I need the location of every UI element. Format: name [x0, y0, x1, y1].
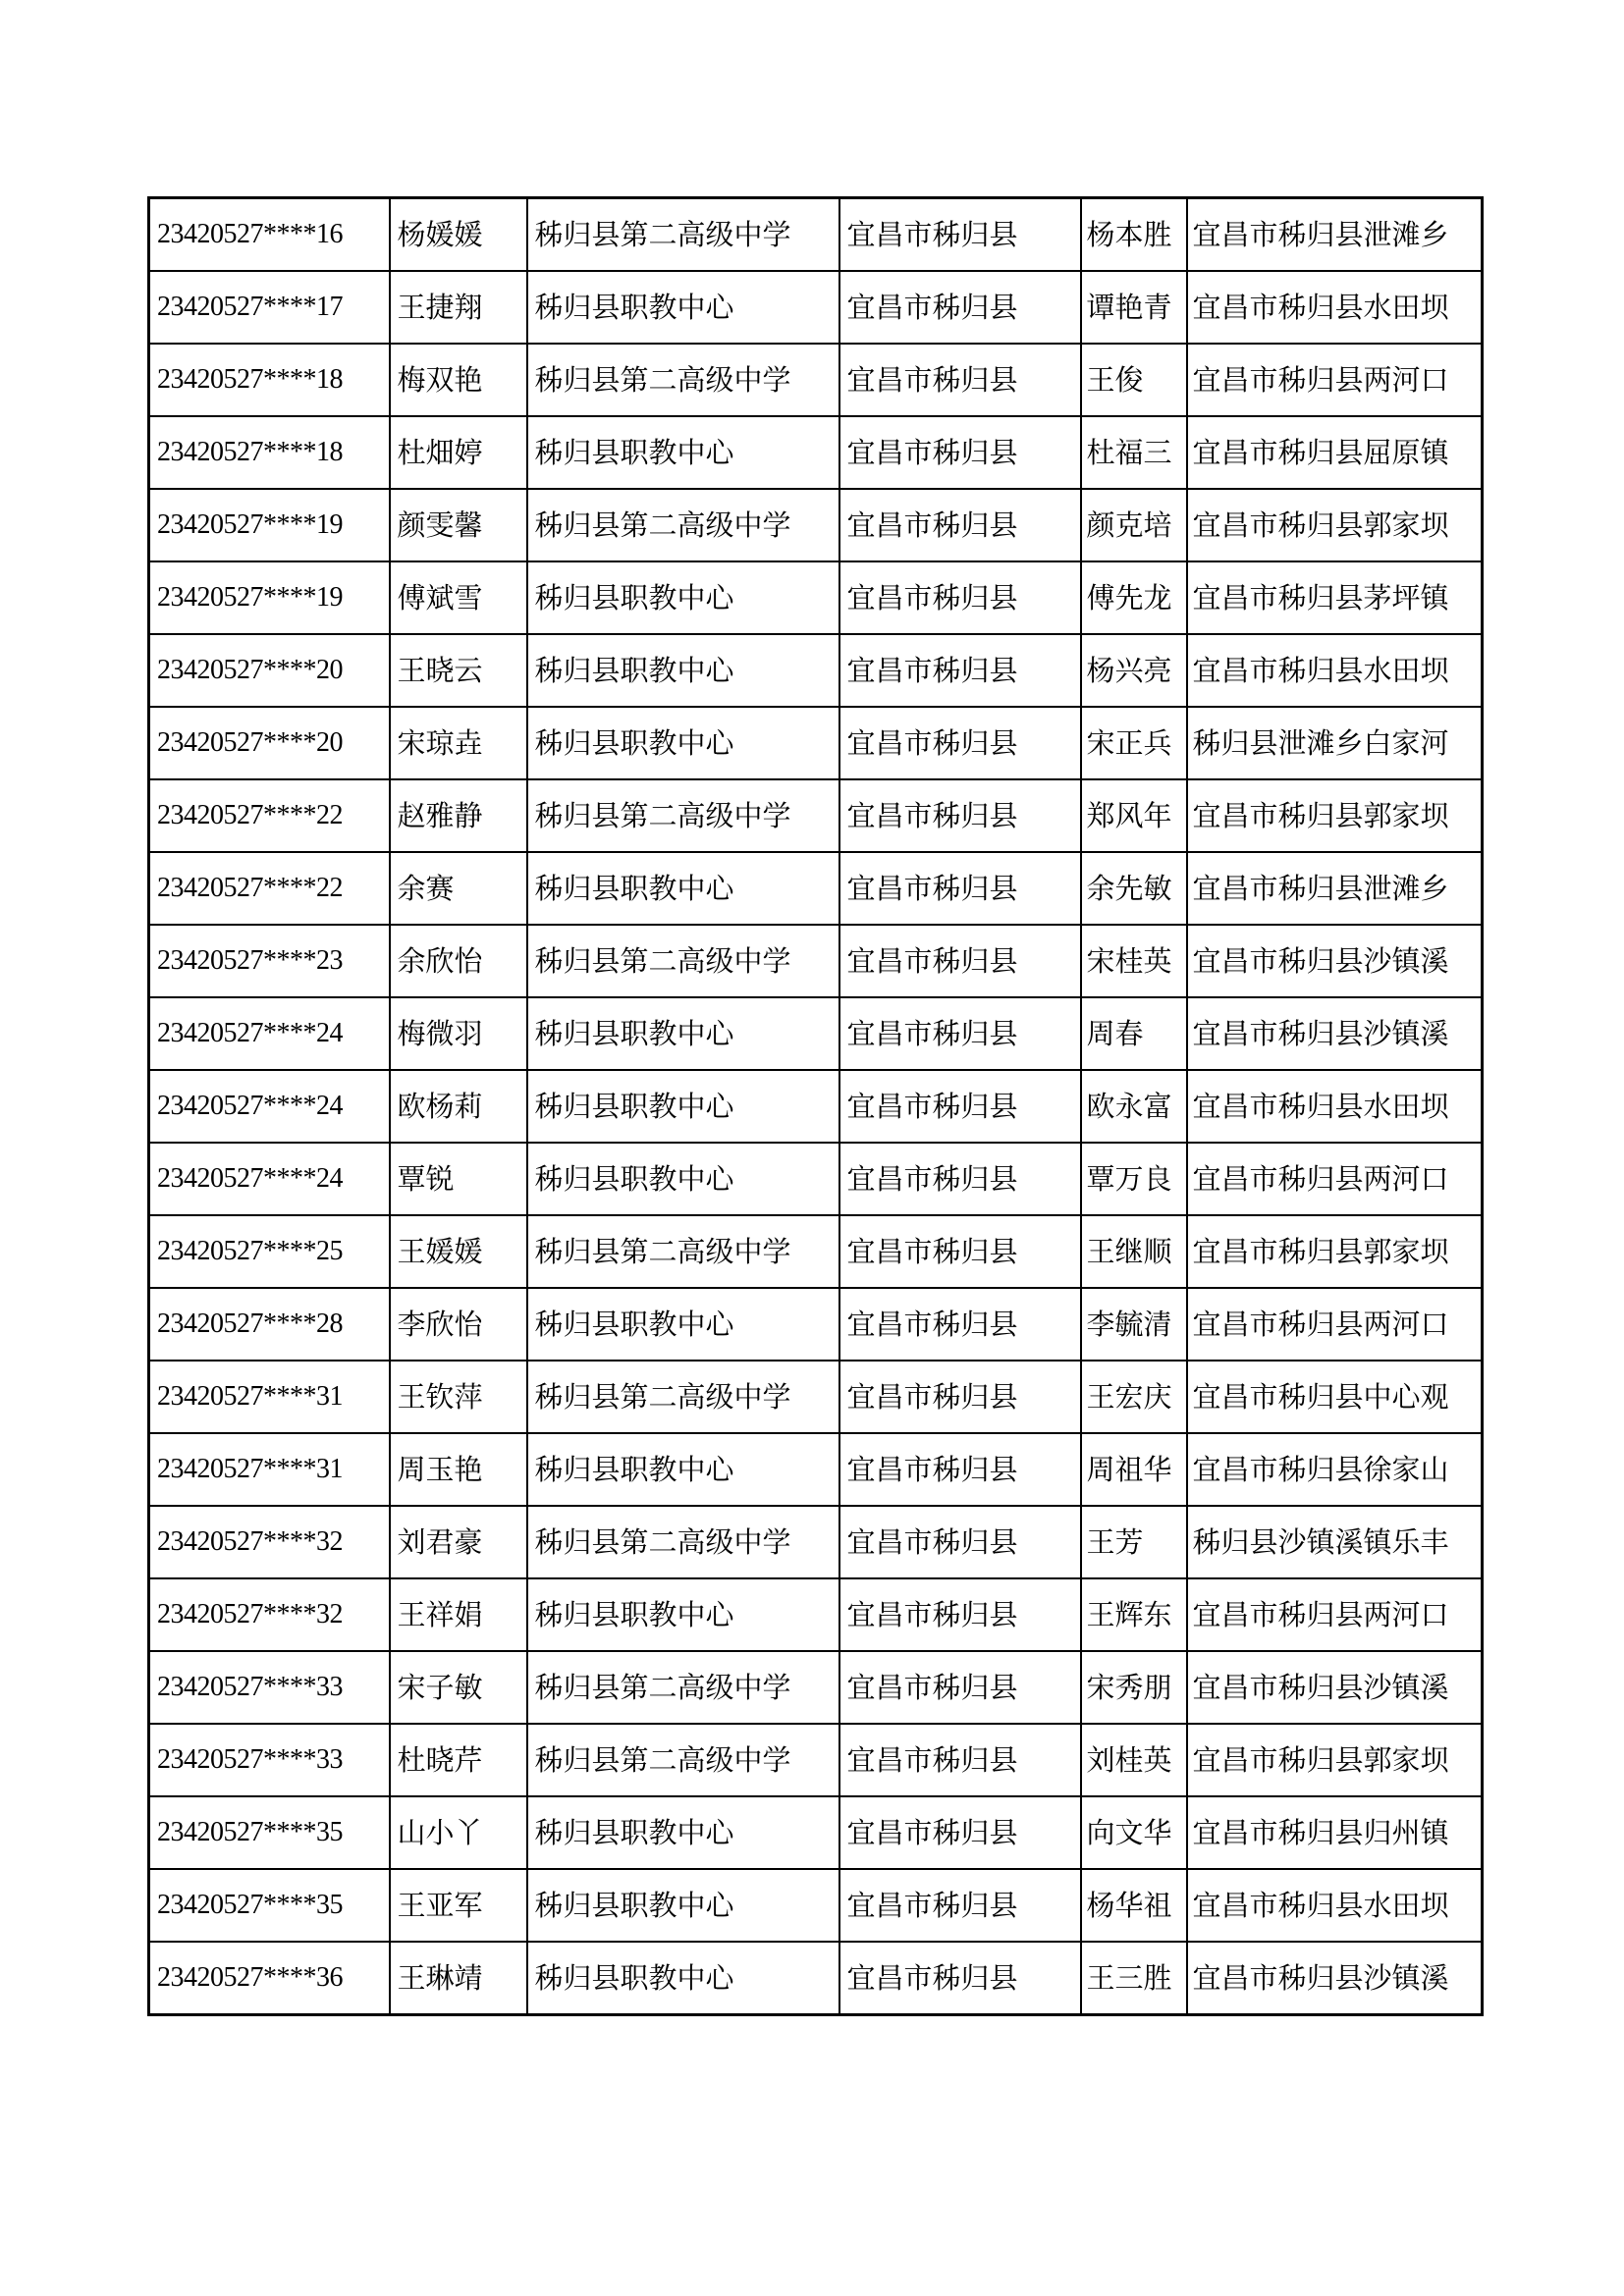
guardian-name-cell: 王芳	[1081, 1506, 1187, 1578]
address-cell: 宜昌市秭归县归州镇	[1187, 1796, 1483, 1869]
student-name-cell: 王捷翔	[390, 271, 527, 344]
student-name-cell: 颜雯馨	[390, 489, 527, 561]
region-cell: 宜昌市秭归县	[839, 1869, 1081, 1942]
student-id-cell: 23420527****18	[149, 416, 390, 489]
student-id-cell: 23420527****28	[149, 1288, 390, 1361]
school-cell: 秭归县第二高级中学	[527, 1506, 839, 1578]
region-cell: 宜昌市秭归县	[839, 344, 1081, 416]
school-cell: 秭归县职教中心	[527, 707, 839, 779]
school-cell: 秭归县职教中心	[527, 1143, 839, 1215]
student-id-cell: 23420527****32	[149, 1506, 390, 1578]
student-name-cell: 宋琼垚	[390, 707, 527, 779]
table-row	[149, 198, 1483, 272]
region-cell: 宜昌市秭归县	[839, 1724, 1081, 1796]
address-cell: 宜昌市秭归县郭家坝	[1187, 489, 1483, 561]
region-cell: 宜昌市秭归县	[839, 1143, 1081, 1215]
student-name-cell: 余赛	[390, 852, 527, 925]
table-row	[149, 1215, 1483, 1288]
student-id-cell: 23420527****19	[149, 561, 390, 634]
school-cell: 秭归县职教中心	[527, 1869, 839, 1942]
address-cell: 宜昌市秭归县沙镇溪	[1187, 997, 1483, 1070]
school-cell: 秭归县职教中心	[527, 1578, 839, 1651]
student-name-cell: 傅斌雪	[390, 561, 527, 634]
table-row	[149, 1942, 1483, 2015]
table-row	[149, 1724, 1483, 1796]
address-cell: 宜昌市秭归县泄滩乡	[1187, 198, 1483, 272]
guardian-name-cell: 向文华	[1081, 1796, 1187, 1869]
guardian-name-cell: 宋桂英	[1081, 925, 1187, 997]
school-cell: 秭归县职教中心	[527, 997, 839, 1070]
region-cell: 宜昌市秭归县	[839, 1506, 1081, 1578]
table-row	[149, 1433, 1483, 1506]
region-cell: 宜昌市秭归县	[839, 997, 1081, 1070]
region-cell: 宜昌市秭归县	[839, 489, 1081, 561]
school-cell: 秭归县第二高级中学	[527, 1215, 839, 1288]
region-cell: 宜昌市秭归县	[839, 1433, 1081, 1506]
student-id-cell: 23420527****24	[149, 1070, 390, 1143]
table-row	[149, 561, 1483, 634]
student-id-cell: 23420527****19	[149, 489, 390, 561]
address-cell: 宜昌市秭归县郭家坝	[1187, 1215, 1483, 1288]
student-id-cell: 23420527****24	[149, 1143, 390, 1215]
guardian-name-cell: 郑风年	[1081, 779, 1187, 852]
guardian-name-cell: 王俊	[1081, 344, 1187, 416]
student-id-cell: 23420527****36	[149, 1942, 390, 2015]
student-id-cell: 23420527****31	[149, 1433, 390, 1506]
guardian-name-cell: 颜克培	[1081, 489, 1187, 561]
student-name-cell: 余欣怡	[390, 925, 527, 997]
table-row	[149, 1506, 1483, 1578]
table-row	[149, 852, 1483, 925]
student-name-cell: 王琳靖	[390, 1942, 527, 2015]
region-cell: 宜昌市秭归县	[839, 1942, 1081, 2015]
guardian-name-cell: 宋秀朋	[1081, 1651, 1187, 1724]
student-id-cell: 23420527****35	[149, 1796, 390, 1869]
student-id-cell: 23420527****33	[149, 1724, 390, 1796]
table-row	[149, 416, 1483, 489]
student-name-cell: 王祥娟	[390, 1578, 527, 1651]
school-cell: 秭归县职教中心	[527, 1796, 839, 1869]
table-row	[149, 707, 1483, 779]
address-cell: 宜昌市秭归县两河口	[1187, 1578, 1483, 1651]
guardian-name-cell: 覃万良	[1081, 1143, 1187, 1215]
guardian-name-cell: 傅先龙	[1081, 561, 1187, 634]
address-cell: 宜昌市秭归县郭家坝	[1187, 779, 1483, 852]
region-cell: 宜昌市秭归县	[839, 1215, 1081, 1288]
table-row	[149, 1143, 1483, 1215]
address-cell: 宜昌市秭归县徐家山	[1187, 1433, 1483, 1506]
student-id-cell: 23420527****32	[149, 1578, 390, 1651]
student-name-cell: 杨媛媛	[390, 198, 527, 272]
region-cell: 宜昌市秭归县	[839, 1361, 1081, 1433]
student-name-cell: 梅微羽	[390, 997, 527, 1070]
guardian-name-cell: 王继顺	[1081, 1215, 1187, 1288]
address-cell: 宜昌市秭归县沙镇溪	[1187, 1942, 1483, 2015]
student-name-cell: 覃锐	[390, 1143, 527, 1215]
school-cell: 秭归县第二高级中学	[527, 1361, 839, 1433]
school-cell: 秭归县职教中心	[527, 561, 839, 634]
table-row	[149, 779, 1483, 852]
region-cell: 宜昌市秭归县	[839, 1796, 1081, 1869]
table-row	[149, 1869, 1483, 1942]
student-name-cell: 杜晓芹	[390, 1724, 527, 1796]
address-cell: 秭归县泄滩乡白家河	[1187, 707, 1483, 779]
student-roster-table	[147, 196, 1484, 2016]
student-id-cell: 23420527****31	[149, 1361, 390, 1433]
table-row	[149, 997, 1483, 1070]
table-row	[149, 344, 1483, 416]
school-cell: 秭归县第二高级中学	[527, 779, 839, 852]
guardian-name-cell: 王宏庆	[1081, 1361, 1187, 1433]
address-cell: 宜昌市秭归县沙镇溪	[1187, 925, 1483, 997]
guardian-name-cell: 王辉东	[1081, 1578, 1187, 1651]
region-cell: 宜昌市秭归县	[839, 634, 1081, 707]
student-name-cell: 王钦萍	[390, 1361, 527, 1433]
address-cell: 宜昌市秭归县两河口	[1187, 1143, 1483, 1215]
student-name-cell: 赵雅静	[390, 779, 527, 852]
student-id-cell: 23420527****20	[149, 707, 390, 779]
region-cell: 宜昌市秭归县	[839, 198, 1081, 272]
student-name-cell: 王媛媛	[390, 1215, 527, 1288]
school-cell: 秭归县职教中心	[527, 634, 839, 707]
school-cell: 秭归县职教中心	[527, 416, 839, 489]
region-cell: 宜昌市秭归县	[839, 561, 1081, 634]
region-cell: 宜昌市秭归县	[839, 1288, 1081, 1361]
guardian-name-cell: 杜福三	[1081, 416, 1187, 489]
school-cell: 秭归县职教中心	[527, 1288, 839, 1361]
guardian-name-cell: 欧永富	[1081, 1070, 1187, 1143]
address-cell: 宜昌市秭归县中心观	[1187, 1361, 1483, 1433]
student-id-cell: 23420527****20	[149, 634, 390, 707]
address-cell: 秭归县沙镇溪镇乐丰	[1187, 1506, 1483, 1578]
school-cell: 秭归县职教中心	[527, 271, 839, 344]
table-row	[149, 1651, 1483, 1724]
school-cell: 秭归县职教中心	[527, 1070, 839, 1143]
region-cell: 宜昌市秭归县	[839, 1651, 1081, 1724]
student-name-cell: 刘君豪	[390, 1506, 527, 1578]
table-row	[149, 634, 1483, 707]
student-name-cell: 山小丫	[390, 1796, 527, 1869]
address-cell: 宜昌市秭归县水田坝	[1187, 1869, 1483, 1942]
table-row	[149, 1796, 1483, 1869]
region-cell: 宜昌市秭归县	[839, 1070, 1081, 1143]
roster-body	[149, 198, 1483, 2015]
student-name-cell: 李欣怡	[390, 1288, 527, 1361]
region-cell: 宜昌市秭归县	[839, 271, 1081, 344]
student-id-cell: 23420527****22	[149, 852, 390, 925]
guardian-name-cell: 周春	[1081, 997, 1187, 1070]
guardian-name-cell: 余先敏	[1081, 852, 1187, 925]
guardian-name-cell: 谭艳青	[1081, 271, 1187, 344]
student-id-cell: 23420527****16	[149, 198, 390, 272]
student-name-cell: 宋子敏	[390, 1651, 527, 1724]
guardian-name-cell: 杨华祖	[1081, 1869, 1187, 1942]
region-cell: 宜昌市秭归县	[839, 416, 1081, 489]
region-cell: 宜昌市秭归县	[839, 925, 1081, 997]
table-row	[149, 1288, 1483, 1361]
student-id-cell: 23420527****25	[149, 1215, 390, 1288]
guardian-name-cell: 刘桂英	[1081, 1724, 1187, 1796]
school-cell: 秭归县职教中心	[527, 1942, 839, 2015]
address-cell: 宜昌市秭归县茅坪镇	[1187, 561, 1483, 634]
school-cell: 秭归县第二高级中学	[527, 925, 839, 997]
school-cell: 秭归县第二高级中学	[527, 198, 839, 272]
region-cell: 宜昌市秭归县	[839, 707, 1081, 779]
student-id-cell: 23420527****18	[149, 344, 390, 416]
region-cell: 宜昌市秭归县	[839, 852, 1081, 925]
region-cell: 宜昌市秭归县	[839, 1578, 1081, 1651]
address-cell: 宜昌市秭归县水田坝	[1187, 634, 1483, 707]
student-id-cell: 23420527****22	[149, 779, 390, 852]
address-cell: 宜昌市秭归县泄滩乡	[1187, 852, 1483, 925]
address-cell: 宜昌市秭归县屈原镇	[1187, 416, 1483, 489]
student-name-cell: 欧杨莉	[390, 1070, 527, 1143]
table-row	[149, 925, 1483, 997]
guardian-name-cell: 王三胜	[1081, 1942, 1187, 2015]
table-row	[149, 1578, 1483, 1651]
guardian-name-cell: 杨兴亮	[1081, 634, 1187, 707]
student-name-cell: 王晓云	[390, 634, 527, 707]
address-cell: 宜昌市秭归县水田坝	[1187, 1070, 1483, 1143]
table-row	[149, 489, 1483, 561]
guardian-name-cell: 宋正兵	[1081, 707, 1187, 779]
address-cell: 宜昌市秭归县沙镇溪	[1187, 1651, 1483, 1724]
school-cell: 秭归县第二高级中学	[527, 1651, 839, 1724]
table-row	[149, 271, 1483, 344]
student-id-cell: 23420527****33	[149, 1651, 390, 1724]
student-name-cell: 周玉艳	[390, 1433, 527, 1506]
school-cell: 秭归县第二高级中学	[527, 489, 839, 561]
address-cell: 宜昌市秭归县两河口	[1187, 1288, 1483, 1361]
school-cell: 秭归县职教中心	[527, 852, 839, 925]
guardian-name-cell: 周祖华	[1081, 1433, 1187, 1506]
student-name-cell: 杜畑婷	[390, 416, 527, 489]
guardian-name-cell: 杨本胜	[1081, 198, 1187, 272]
table-row	[149, 1361, 1483, 1433]
table-row	[149, 1070, 1483, 1143]
school-cell: 秭归县第二高级中学	[527, 1724, 839, 1796]
address-cell: 宜昌市秭归县郭家坝	[1187, 1724, 1483, 1796]
student-name-cell: 梅双艳	[390, 344, 527, 416]
student-id-cell: 23420527****35	[149, 1869, 390, 1942]
address-cell: 宜昌市秭归县水田坝	[1187, 271, 1483, 344]
student-id-cell: 23420527****23	[149, 925, 390, 997]
region-cell: 宜昌市秭归县	[839, 779, 1081, 852]
student-id-cell: 23420527****24	[149, 997, 390, 1070]
school-cell: 秭归县第二高级中学	[527, 344, 839, 416]
school-cell: 秭归县职教中心	[527, 1433, 839, 1506]
student-name-cell: 王亚军	[390, 1869, 527, 1942]
student-id-cell: 23420527****17	[149, 271, 390, 344]
guardian-name-cell: 李毓清	[1081, 1288, 1187, 1361]
address-cell: 宜昌市秭归县两河口	[1187, 344, 1483, 416]
